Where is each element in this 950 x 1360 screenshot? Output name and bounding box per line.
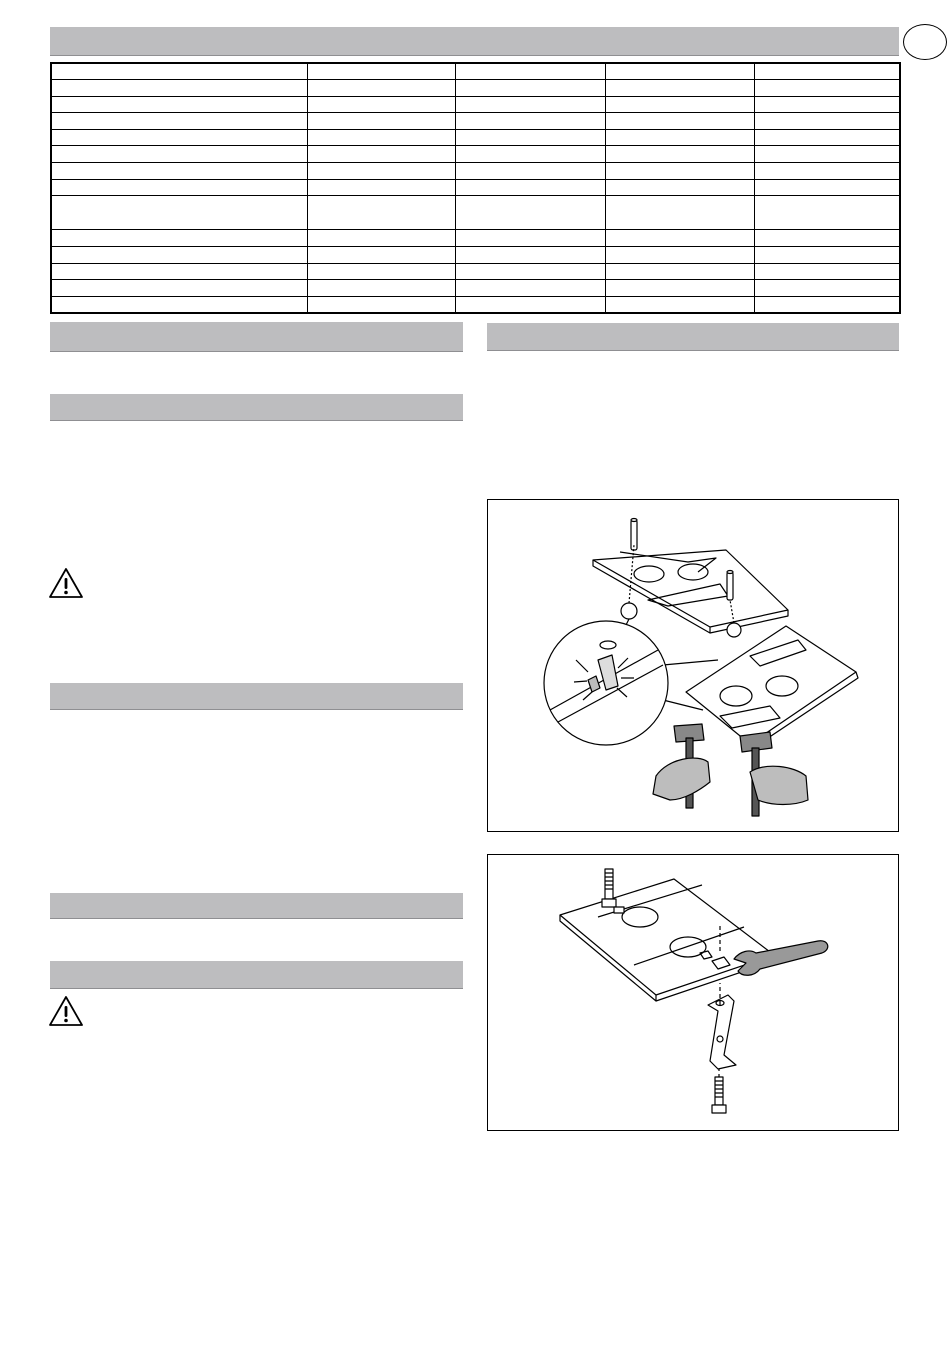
spec-table-cell: [51, 196, 307, 230]
spec-table: [50, 62, 901, 314]
spec-table-cell: [605, 96, 754, 113]
spec-table-cell: [455, 96, 605, 113]
spec-table-row: [51, 113, 900, 130]
spec-table-cell: [307, 296, 455, 313]
spec-table-cell: [754, 296, 900, 313]
spec-table-cell: [51, 113, 307, 130]
spec-table-cell: [754, 280, 900, 297]
spec-table-row: [51, 296, 900, 313]
spec-table-cell: [754, 63, 900, 80]
spec-table-cell: [307, 280, 455, 297]
spec-table-cell: [307, 196, 455, 230]
spec-table-row: [51, 146, 900, 163]
spec-table-cell: [754, 96, 900, 113]
spec-table-row: [51, 96, 900, 113]
spec-table-cell: [605, 129, 754, 146]
spec-table-row: [51, 129, 900, 146]
spec-table-cell: [307, 163, 455, 180]
spec-table-cell: [307, 230, 455, 247]
spec-table-cell: [605, 63, 754, 80]
spec-table-cell: [605, 280, 754, 297]
spec-table-row: [51, 247, 900, 264]
spec-table-cell: [307, 179, 455, 196]
spec-table-cell: [51, 163, 307, 180]
spec-table-cell: [605, 113, 754, 130]
spec-table-cell: [51, 230, 307, 247]
spec-table-cell: [51, 247, 307, 264]
spec-table-cell: [455, 80, 605, 97]
spec-table-cell: [754, 146, 900, 163]
spec-table-cell: [754, 263, 900, 280]
spec-table-cell: [307, 96, 455, 113]
spec-table-cell: [455, 263, 605, 280]
language-badge: [903, 24, 947, 60]
bracket-mount-illustration: [488, 855, 898, 1130]
spec-table-row: [51, 230, 900, 247]
warning-triangle-icon: [48, 567, 84, 599]
spec-table-cell: [754, 179, 900, 196]
spec-table-cell: [51, 263, 307, 280]
spec-table-cell: [605, 296, 754, 313]
spec-table-row: [51, 63, 900, 80]
spec-table-cell: [605, 163, 754, 180]
spec-table-cell: [307, 247, 455, 264]
spec-table-cell: [455, 179, 605, 196]
spec-table-cell: [605, 263, 754, 280]
spec-table-cell: [455, 280, 605, 297]
spec-table-cell: [455, 146, 605, 163]
figure-pin-removal: [487, 499, 899, 832]
spec-table-cell: [51, 146, 307, 163]
warning-triangle-icon: [48, 995, 84, 1027]
spec-table-cell: [754, 80, 900, 97]
spec-table-cell: [307, 146, 455, 163]
spec-table-cell: [605, 196, 754, 230]
spec-table-cell: [605, 247, 754, 264]
spec-table-cell: [455, 163, 605, 180]
spec-table-cell: [605, 230, 754, 247]
spec-table-cell: [307, 129, 455, 146]
spec-table-cell: [307, 113, 455, 130]
left-section-5-bar: [50, 961, 463, 989]
spec-table-cell: [455, 196, 605, 230]
spec-table-cell: [455, 63, 605, 80]
spec-table-cell: [51, 179, 307, 196]
spec-table-cell: [307, 80, 455, 97]
left-section-1-bar: [50, 322, 463, 352]
figure-bracket-mount: [487, 854, 899, 1131]
spec-table-cell: [455, 113, 605, 130]
spec-table-row: [51, 179, 900, 196]
spec-table-cell: [51, 96, 307, 113]
spec-table-row: [51, 80, 900, 97]
spec-table-cell: [754, 247, 900, 264]
spec-table-row: [51, 196, 900, 230]
spec-table-cell: [605, 146, 754, 163]
spec-table-cell: [455, 129, 605, 146]
right-section-1-bar: [487, 323, 899, 351]
spec-table-row: [51, 163, 900, 180]
left-section-3-bar: [50, 683, 463, 710]
pin-removal-illustration: [488, 500, 898, 831]
spec-table-cell: [51, 296, 307, 313]
spec-table-cell: [455, 296, 605, 313]
spec-table-cell: [307, 263, 455, 280]
spec-table-row: [51, 280, 900, 297]
spec-table-cell: [51, 80, 307, 97]
spec-table-cell: [455, 247, 605, 264]
spec-table-cell: [754, 129, 900, 146]
spec-table-cell: [754, 230, 900, 247]
main-header-bar: [50, 27, 899, 56]
spec-table-cell: [307, 63, 455, 80]
spec-table-cell: [605, 80, 754, 97]
spec-table-cell: [754, 113, 900, 130]
left-section-4-bar: [50, 893, 463, 919]
spec-table-cell: [51, 129, 307, 146]
spec-table-cell: [754, 196, 900, 230]
spec-table-row: [51, 263, 900, 280]
spec-table-cell: [51, 63, 307, 80]
spec-table-cell: [754, 163, 900, 180]
spec-table-cell: [605, 179, 754, 196]
spec-table-cell: [51, 280, 307, 297]
left-section-2-bar: [50, 394, 463, 421]
spec-table-cell: [455, 230, 605, 247]
